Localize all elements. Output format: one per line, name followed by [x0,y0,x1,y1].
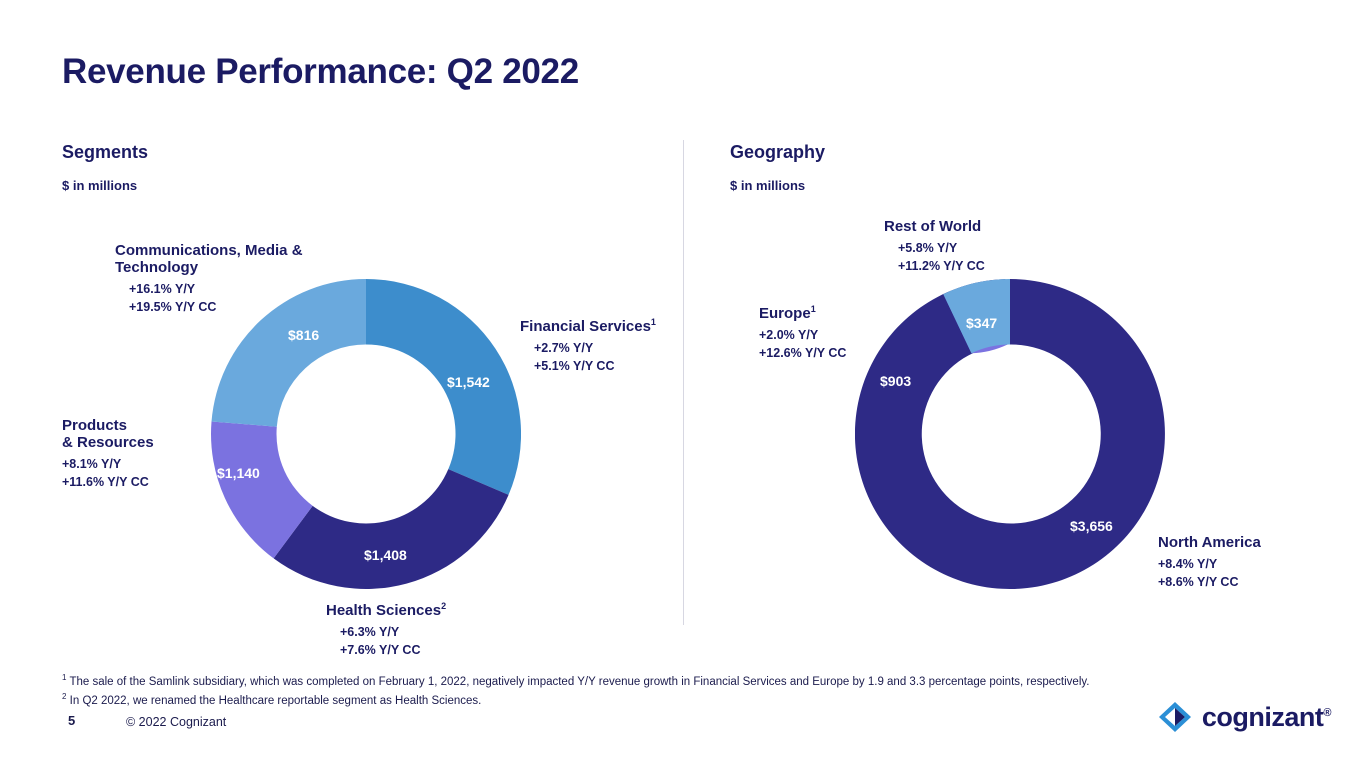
geography-heading: Geography [730,142,826,162]
callout-title-financial-services [520,317,740,336]
callout-north-america-yycc: +8.6% Y/Y CC [1158,575,1239,590]
callout-financial-yycc: +5.1% Y/Y CC [534,359,615,374]
slice-label-rest-of-world: $347 [966,315,998,331]
callout-europe [759,304,959,361]
cognizant-wordmark: cognizant® [1201,701,1331,732]
slice-label-europe: $903 [880,373,912,389]
callout-north-america [1158,535,1365,590]
callout-north-america-yy: +8.4% Y/Y [1158,556,1218,571]
callout-communications-media-technology [115,243,415,315]
callout-title-rest-of-world: Rest of World [884,218,982,235]
callout-health-sciences [326,601,566,658]
callout-health-yy: +6.3% Y/Y [340,624,400,639]
slice-label-cmt: $816 [288,327,320,343]
callout-financial-yy: +2.7% Y/Y [534,340,594,355]
callout-cmt-yycc: +19.5% Y/Y CC [129,299,217,314]
page-number: 5 [68,713,76,728]
cognizant-logo [1156,700,1331,734]
segments-heading: Segments [62,142,149,162]
copyright-text: © 2022 Cognizant [126,715,227,729]
callout-europe-title-text: Europe [759,305,811,322]
cognizant-wordmark-text: cognizant [1201,701,1324,732]
footnote-1-marker: 1 [62,673,67,682]
callout-europe-yy: +2.0% Y/Y [759,327,819,342]
callout-europe-yycc: +12.6% Y/Y CC [759,346,847,361]
callout-financial-title-text: Financial Services [520,318,651,335]
callout-europe-footnote-marker: 1 [810,304,816,314]
callout-products-yy: +8.1% Y/Y [62,456,122,471]
footnote-2-marker: 2 [62,691,67,701]
page-title: Revenue Performance: Q2 2022 [62,52,579,91]
slice-label-financial-services: $1,542 [447,374,490,390]
callout-title-cmt-line1: Communications, Media & [115,242,303,259]
callout-rest-of-world [884,219,1124,274]
slice-label-north-america: $3,656 [1070,518,1113,534]
slice-label-health-sciences: $1,408 [364,547,407,563]
segments-subheading: $ in millions [62,178,138,193]
callout-financial-footnote-marker: 1 [650,317,656,327]
slice-label-products-resources: $1,140 [217,465,260,481]
footnote-1 [62,672,1089,691]
callout-health-yycc: +7.6% Y/Y CC [340,643,421,658]
panel-divider [683,140,684,625]
callout-financial-services [520,317,740,374]
callout-title-products-line1: Products [62,417,128,434]
callout-title-europe [759,304,959,323]
callout-title-cmt-line2: Technology [115,258,199,276]
cognizant-logo-icon [1156,700,1194,734]
footnote-1-text: The sale of the Samlink subsidiary, which was completed on February 1, 2022, negatively impacted Y/Y revenue growth in Financial Services and Europe by 1.9 and 3.3 percentage points, respectively. [69,675,1090,688]
callout-health-footnote-marker: 2 [441,601,447,611]
callout-title-north-america: North America [1158,534,1261,551]
callout-health-title-text: Health Sciences [326,602,442,619]
slice-health-sciences [274,469,509,589]
callout-cmt-yy: +16.1% Y/Y [129,281,196,296]
callout-products-resources [62,418,262,490]
callout-title-products-line2: & Resources [62,433,154,451]
callout-rest-of-world-yycc: +11.2% Y/Y CC [898,259,985,274]
callout-title-health-sciences [326,601,566,620]
footnotes [62,672,1089,709]
callout-rest-of-world-yy: +5.8% Y/Y [898,240,958,255]
callout-products-yycc: +11.6% Y/Y CC [62,474,149,489]
footnote-2 [62,691,1089,710]
geography-subheading: $ in millions [730,178,806,193]
footnote-2-text: In Q2 2022, we renamed the Healthcare reportable segment as Health Sciences. [69,694,482,707]
